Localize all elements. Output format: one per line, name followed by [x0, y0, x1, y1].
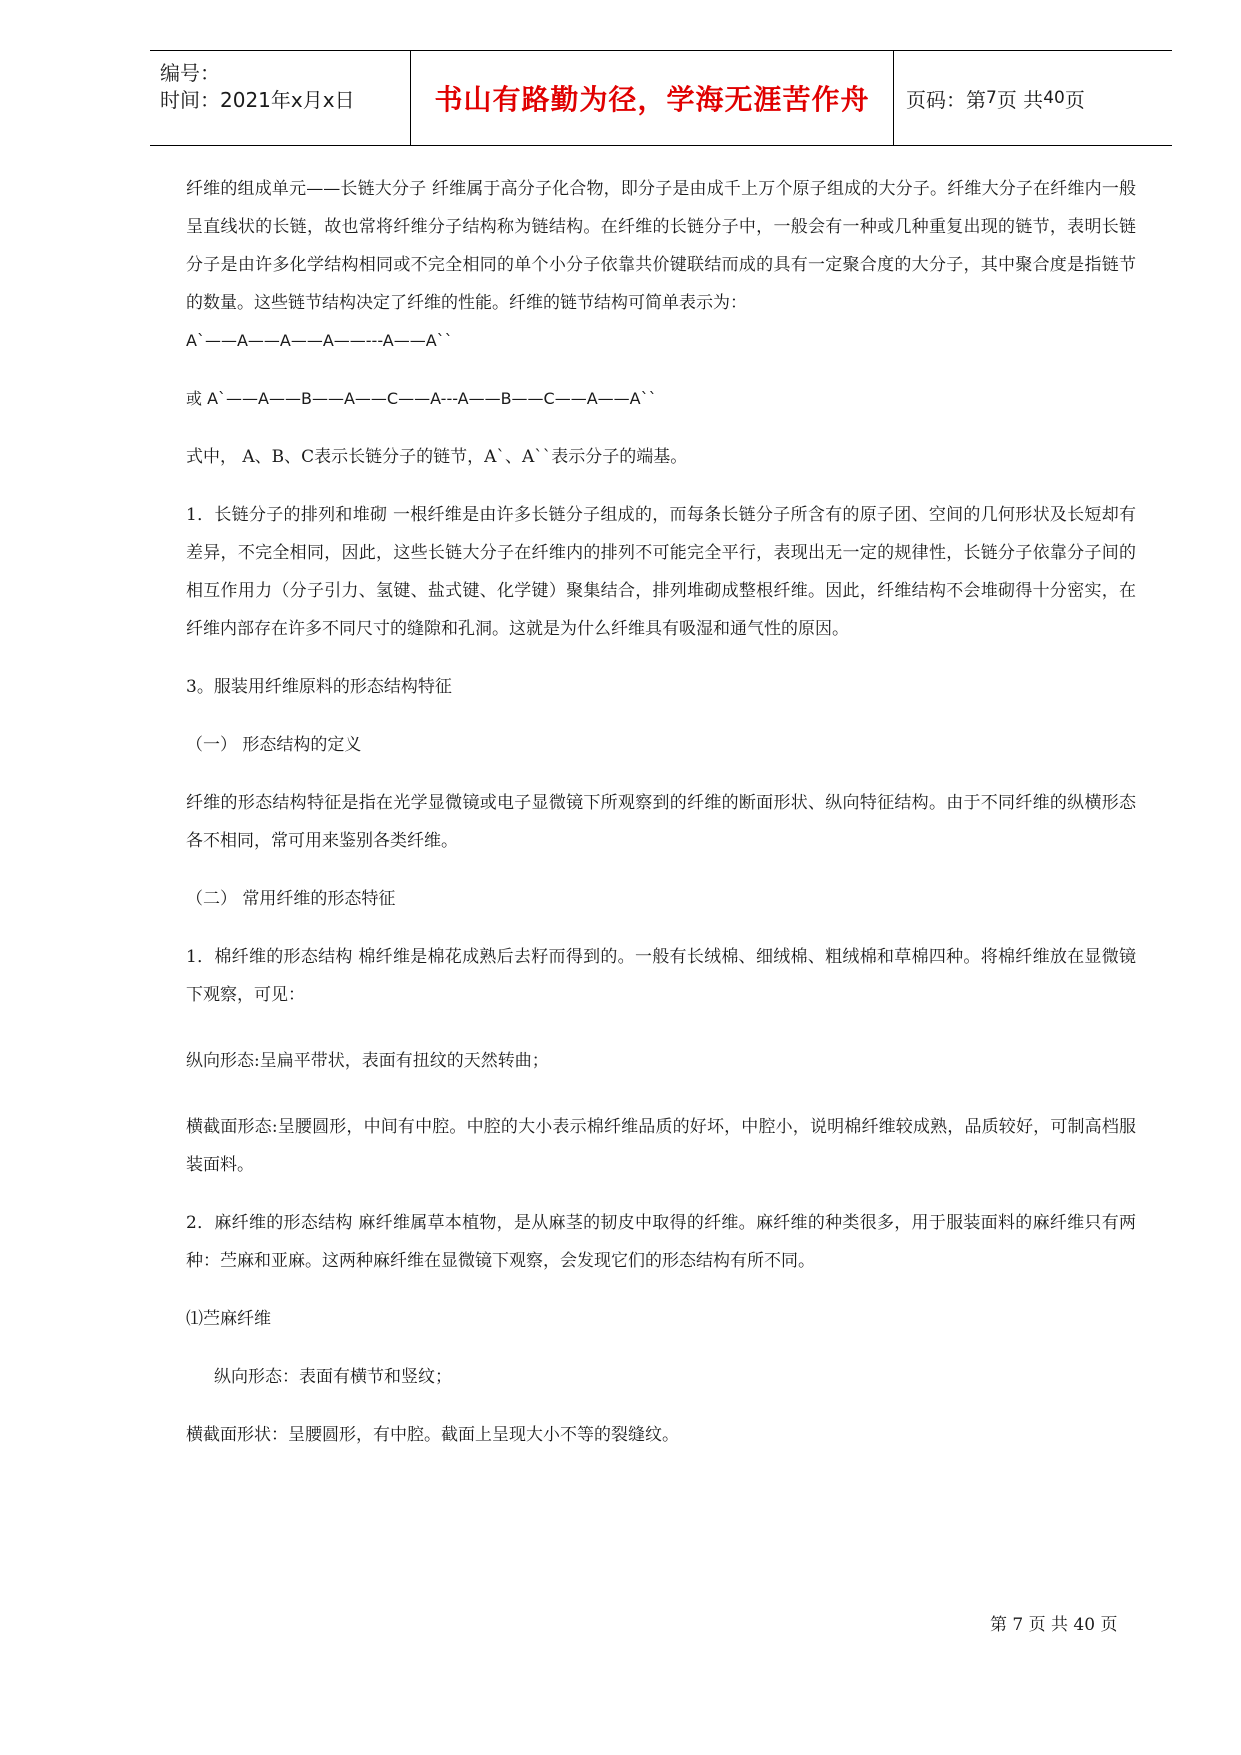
paragraph-fiber-unit: 纤维的组成单元——长链大分子 纤维属于高分子化合物，即分子是由成千上万个原子组成的大分子。纤维大分子在纤维内一般呈直线状的长链，故也常将纤维分子结构称为链结构。在纤维的长链分子中，一般会有一种或几种重复出现的链节，表明长链分子是由许多化学结构相同或不完全相同的单个小分子依靠共价键联结而成的具有一定聚合度的大分子，其中聚合度是指链节的数量。这些链节结构决定了纤维的性能。纤维的链节结构可简单表示为： — [186, 179, 1136, 313]
header-meta — [150, 51, 410, 145]
formula-note: 式中， A、B、C表示长链分子的链节，A`、A``表示分子的端基。 — [186, 447, 688, 467]
formula-chain-2: 或 A`——A——B——A——C——A---A——B——C——A——A`` — [186, 389, 657, 408]
paragraph-cotton-structure: 1．棉纤维的形态结构 棉纤维是棉花成熟后去籽而得到的。一般有长绒棉、细绒棉、粗绒棉和草棉四种。将棉纤维放在显微镜下观察，可见： — [186, 947, 1136, 1005]
document-time-label: 时间：2021年x月x日 — [160, 88, 355, 112]
paragraph-cotton-longitudinal: 纵向形态:呈扁平带状，表面有扭纹的天然转曲； — [186, 1051, 549, 1071]
document-body — [186, 170, 1136, 1454]
page-suffix: 页 — [1064, 87, 1085, 112]
page-header — [150, 50, 1172, 146]
header-motto: 书山有路勤为径，学海无涯苦作舟 — [434, 83, 870, 116]
section-heading-3: 3。服装用纤维原料的形态结构特征 — [186, 677, 452, 697]
page-current: 7 — [986, 88, 997, 108]
paragraph-morphology-definition: 纤维的形态结构特征是指在光学显微镜或电子显微镜下所观察到的纤维的断面形状、纵向特征结构。由于不同纤维的纵横形态各不相同，常可用来鉴别各类纤维。 — [186, 793, 1136, 851]
document-number-label: 编号： — [160, 61, 220, 85]
paragraph-chain-arrangement: 1．长链分子的排列和堆砌 一根纤维是由许多长链分子组成的，而每条长链分子所含有的原子团、空间的几何形状及长短却有差异，不完全相同，因此，这些长链大分子在纤维内的排列不可能完全平行，表现出无一定的规律性，长链分子依靠分子间的相互作用力（分子引力、氢键、盐式键、化学键）聚集结合，排列堆砌成整根纤维。因此，纤维结构不会堆砌得十分密实，在纤维内部存在许多不同尺寸的缝隙和孔洞。这就是为什么纤维具有吸湿和通气性的原因。 — [186, 505, 1136, 639]
subsection-heading-definition: （一） 形态结构的定义 — [186, 735, 362, 755]
formula-chain-1: A`——A——A——A——---A——A`` — [186, 331, 453, 350]
page-prefix: 页码：第 — [906, 87, 986, 112]
paragraph-hemp-structure: 2．麻纤维的形态结构 麻纤维属草本植物，是从麻茎的韧皮中取得的纤维。麻纤维的种类很多，用于服装面料的麻纤维只有两种：苎麻和亚麻。这两种麻纤维在显微镜下观察，会发现它们的形态结构有所不同。 — [186, 1213, 1136, 1271]
paragraph-ramie-cross-section: 横截面形状：呈腰圆形，有中腔。截面上呈现大小不等的裂缝纹。 — [186, 1425, 679, 1445]
page-mid: 页 共 — [996, 87, 1044, 112]
paragraph-ramie-longitudinal: 纵向形态：表面有横节和竖纹； — [214, 1367, 452, 1387]
page-total: 40 — [1043, 88, 1065, 108]
paragraph-ramie-heading: ⑴苎麻纤维 — [186, 1309, 271, 1329]
page-footer: 第 7 页 共 40 页 — [990, 1615, 1118, 1635]
paragraph-cotton-cross-section: 横截面形态:呈腰圆形，中间有中腔。中腔的大小表示棉纤维品质的好坏，中腔小，说明棉纤维较成熟，品质较好，可制高档服装面料。 — [186, 1117, 1136, 1175]
header-motto-cell — [410, 51, 894, 145]
subsection-heading-common-fibers: （二） 常用纤维的形态特征 — [186, 889, 396, 909]
header-page-info — [894, 51, 1172, 145]
